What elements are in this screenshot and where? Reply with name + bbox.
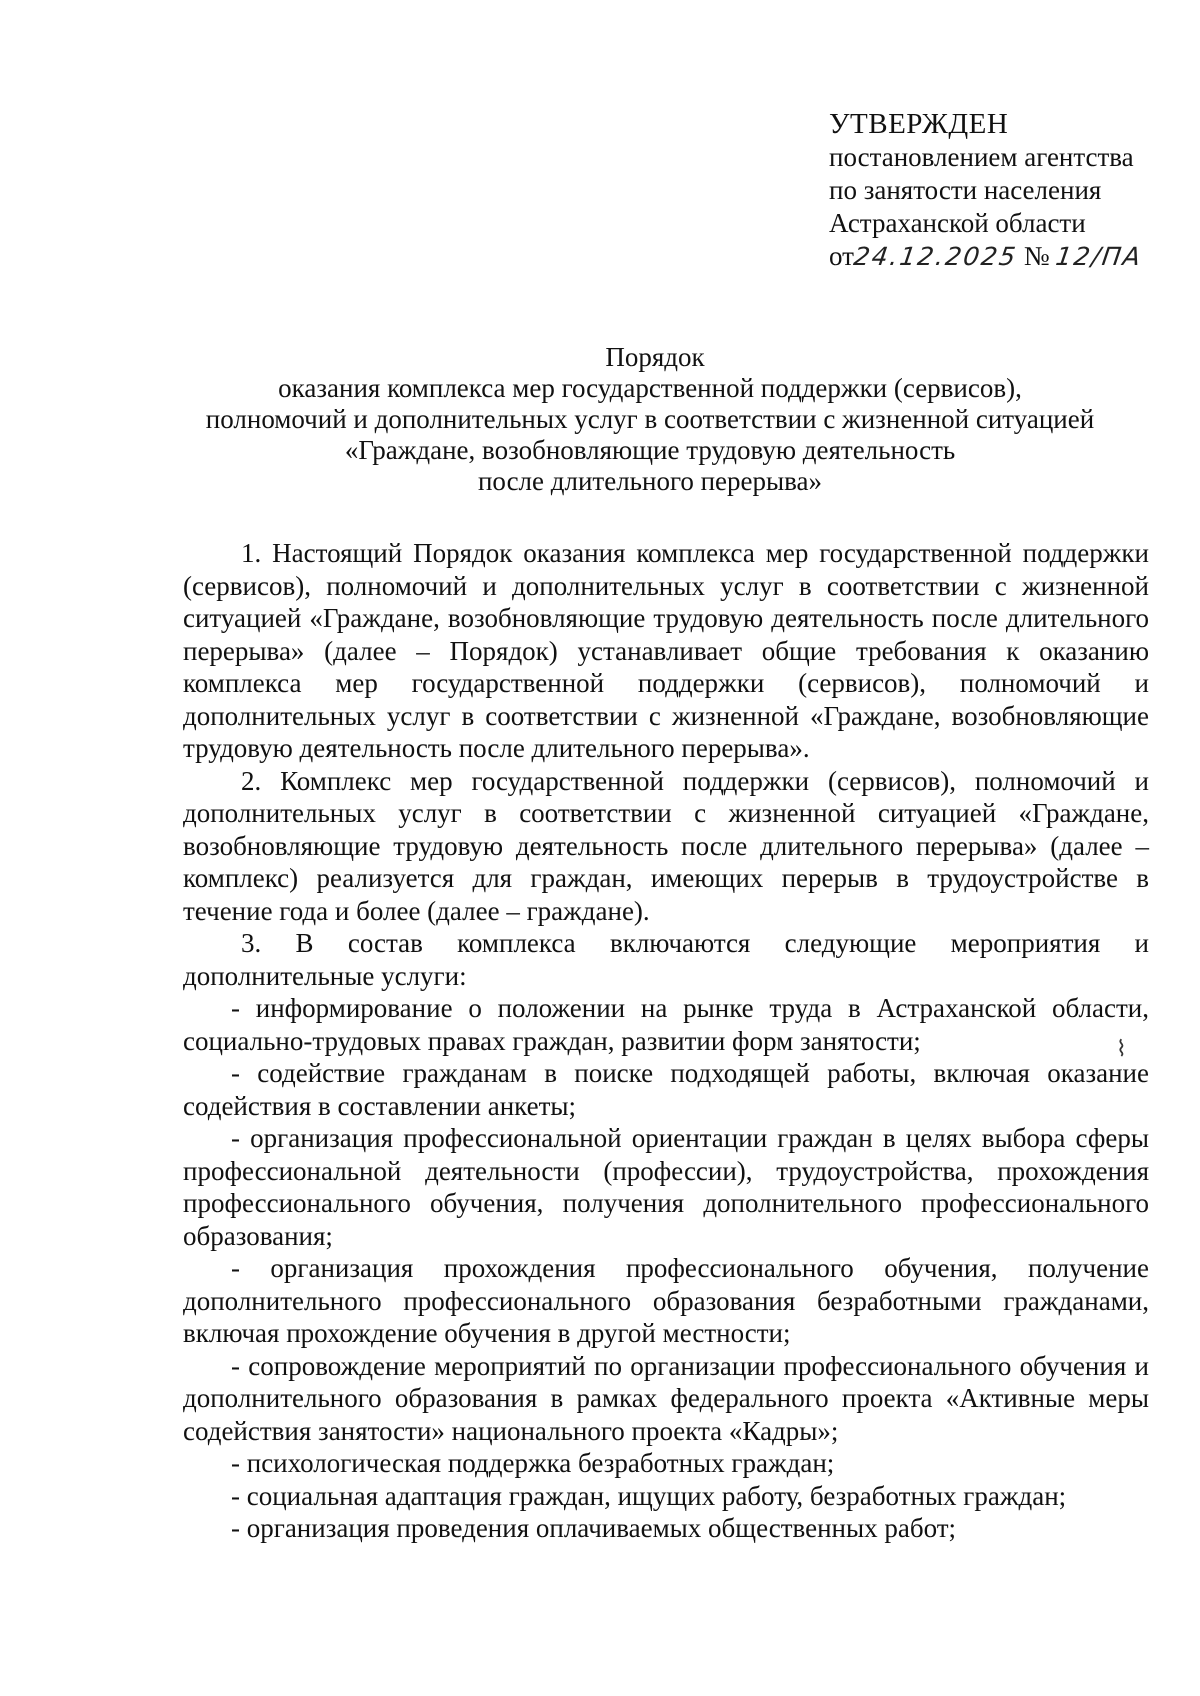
list-item: - содействие гражданам в поиске подходящей работы, включая оказание содействия в составлении анкеты; xyxy=(183,1058,1149,1121)
paragraph-1: 1. Настоящий Порядок оказания комплекса мер государственной поддержки (сервисов), полномочий и дополнительных услуг в соответствии с жизненной ситуацией «Граждане, возобновляющие трудовую деятельность после длительного перерыва» (далее – Порядок) устанавливает общие требования к оказанию комплекса мер государственной поддержки (сервисов), полномочий и дополнительных услуг в соответствии с жизненной «Граждане, возобновляющие трудовую деятельность после длительного перерыва». xyxy=(183,538,1149,763)
approval-heading: УТВЕРЖДЕН xyxy=(829,108,1009,140)
list-item: - организация профессиональной ориентации граждан в целях выбора сферы профессиональной деятельности (профессии), трудоустройства, прохождения профессионального обучения, получения дополнительного профессионального образования; xyxy=(183,1123,1149,1251)
approval-line-1: постановлением агентства xyxy=(829,142,1134,172)
title-main: Порядок xyxy=(605,342,705,372)
title-line-1: оказания комплекса мер государственной поддержки (сервисов), xyxy=(278,373,1022,403)
pen-mark-icon: ⌇ xyxy=(1116,1036,1127,1061)
approval-date-prefix: от xyxy=(829,241,854,271)
list-item: - организация проведения оплачиваемых общественных работ; xyxy=(231,1513,957,1543)
approval-line-2: по занятости населения xyxy=(829,175,1102,205)
approval-number-sign: № xyxy=(1023,241,1050,271)
approval-stamp-block xyxy=(829,108,1159,273)
list-item: - сопровождение мероприятий по организации профессионального обучения и дополнительного образования в рамках федерального проекта «Активные меры содействия занятости» национального проекта «Кадры»; xyxy=(183,1350,1149,1446)
document-title xyxy=(150,342,1150,497)
list-item: - социальная адаптация граждан, ищущих работу, безработных граждан; xyxy=(231,1480,1067,1511)
paragraph-3: 3. В состав комплекса включаются следующие мероприятия и дополнительные услуги: xyxy=(183,928,1149,991)
title-line-4: после длительного перерыва» xyxy=(477,466,823,496)
approval-date-handwritten: 24.12.2025 xyxy=(851,242,1020,271)
list-item: - психологическая поддержка безработных граждан; xyxy=(231,1448,835,1478)
paragraph-2: 2. Комплекс мер государственной поддержки (сервисов), полномочий и дополнительных услуг в соответствии с жизненной ситуацией «Граждане, возобновляющие трудовую деятельность после длительного перерыва» (далее – комплекс) реализуется для граждан, имеющих перерыв в трудоустройстве в течение года и более (далее – граждане). xyxy=(183,765,1149,926)
title-line-3: «Граждане, возобновляющие трудовую деятельность xyxy=(344,435,956,465)
approval-date-line xyxy=(829,240,1159,273)
document-body xyxy=(183,537,1149,1545)
approval-number-handwritten: 12/ПА xyxy=(1054,242,1145,271)
approval-line-3: Астраханской области xyxy=(829,208,1086,238)
list-item: - организация прохождения профессионального обучения, получение дополнительного профессионального образования безработными гражданами, включая прохождение обучения в другой местности; xyxy=(183,1253,1149,1348)
list-item: - информирование о положении на рынке труда в Астраханской области, социально-трудовых правах граждан, развитии форм занятости; xyxy=(183,993,1149,1056)
title-line-2: полномочий и дополнительных услуг в соответствии с жизненной ситуацией xyxy=(205,404,1095,434)
